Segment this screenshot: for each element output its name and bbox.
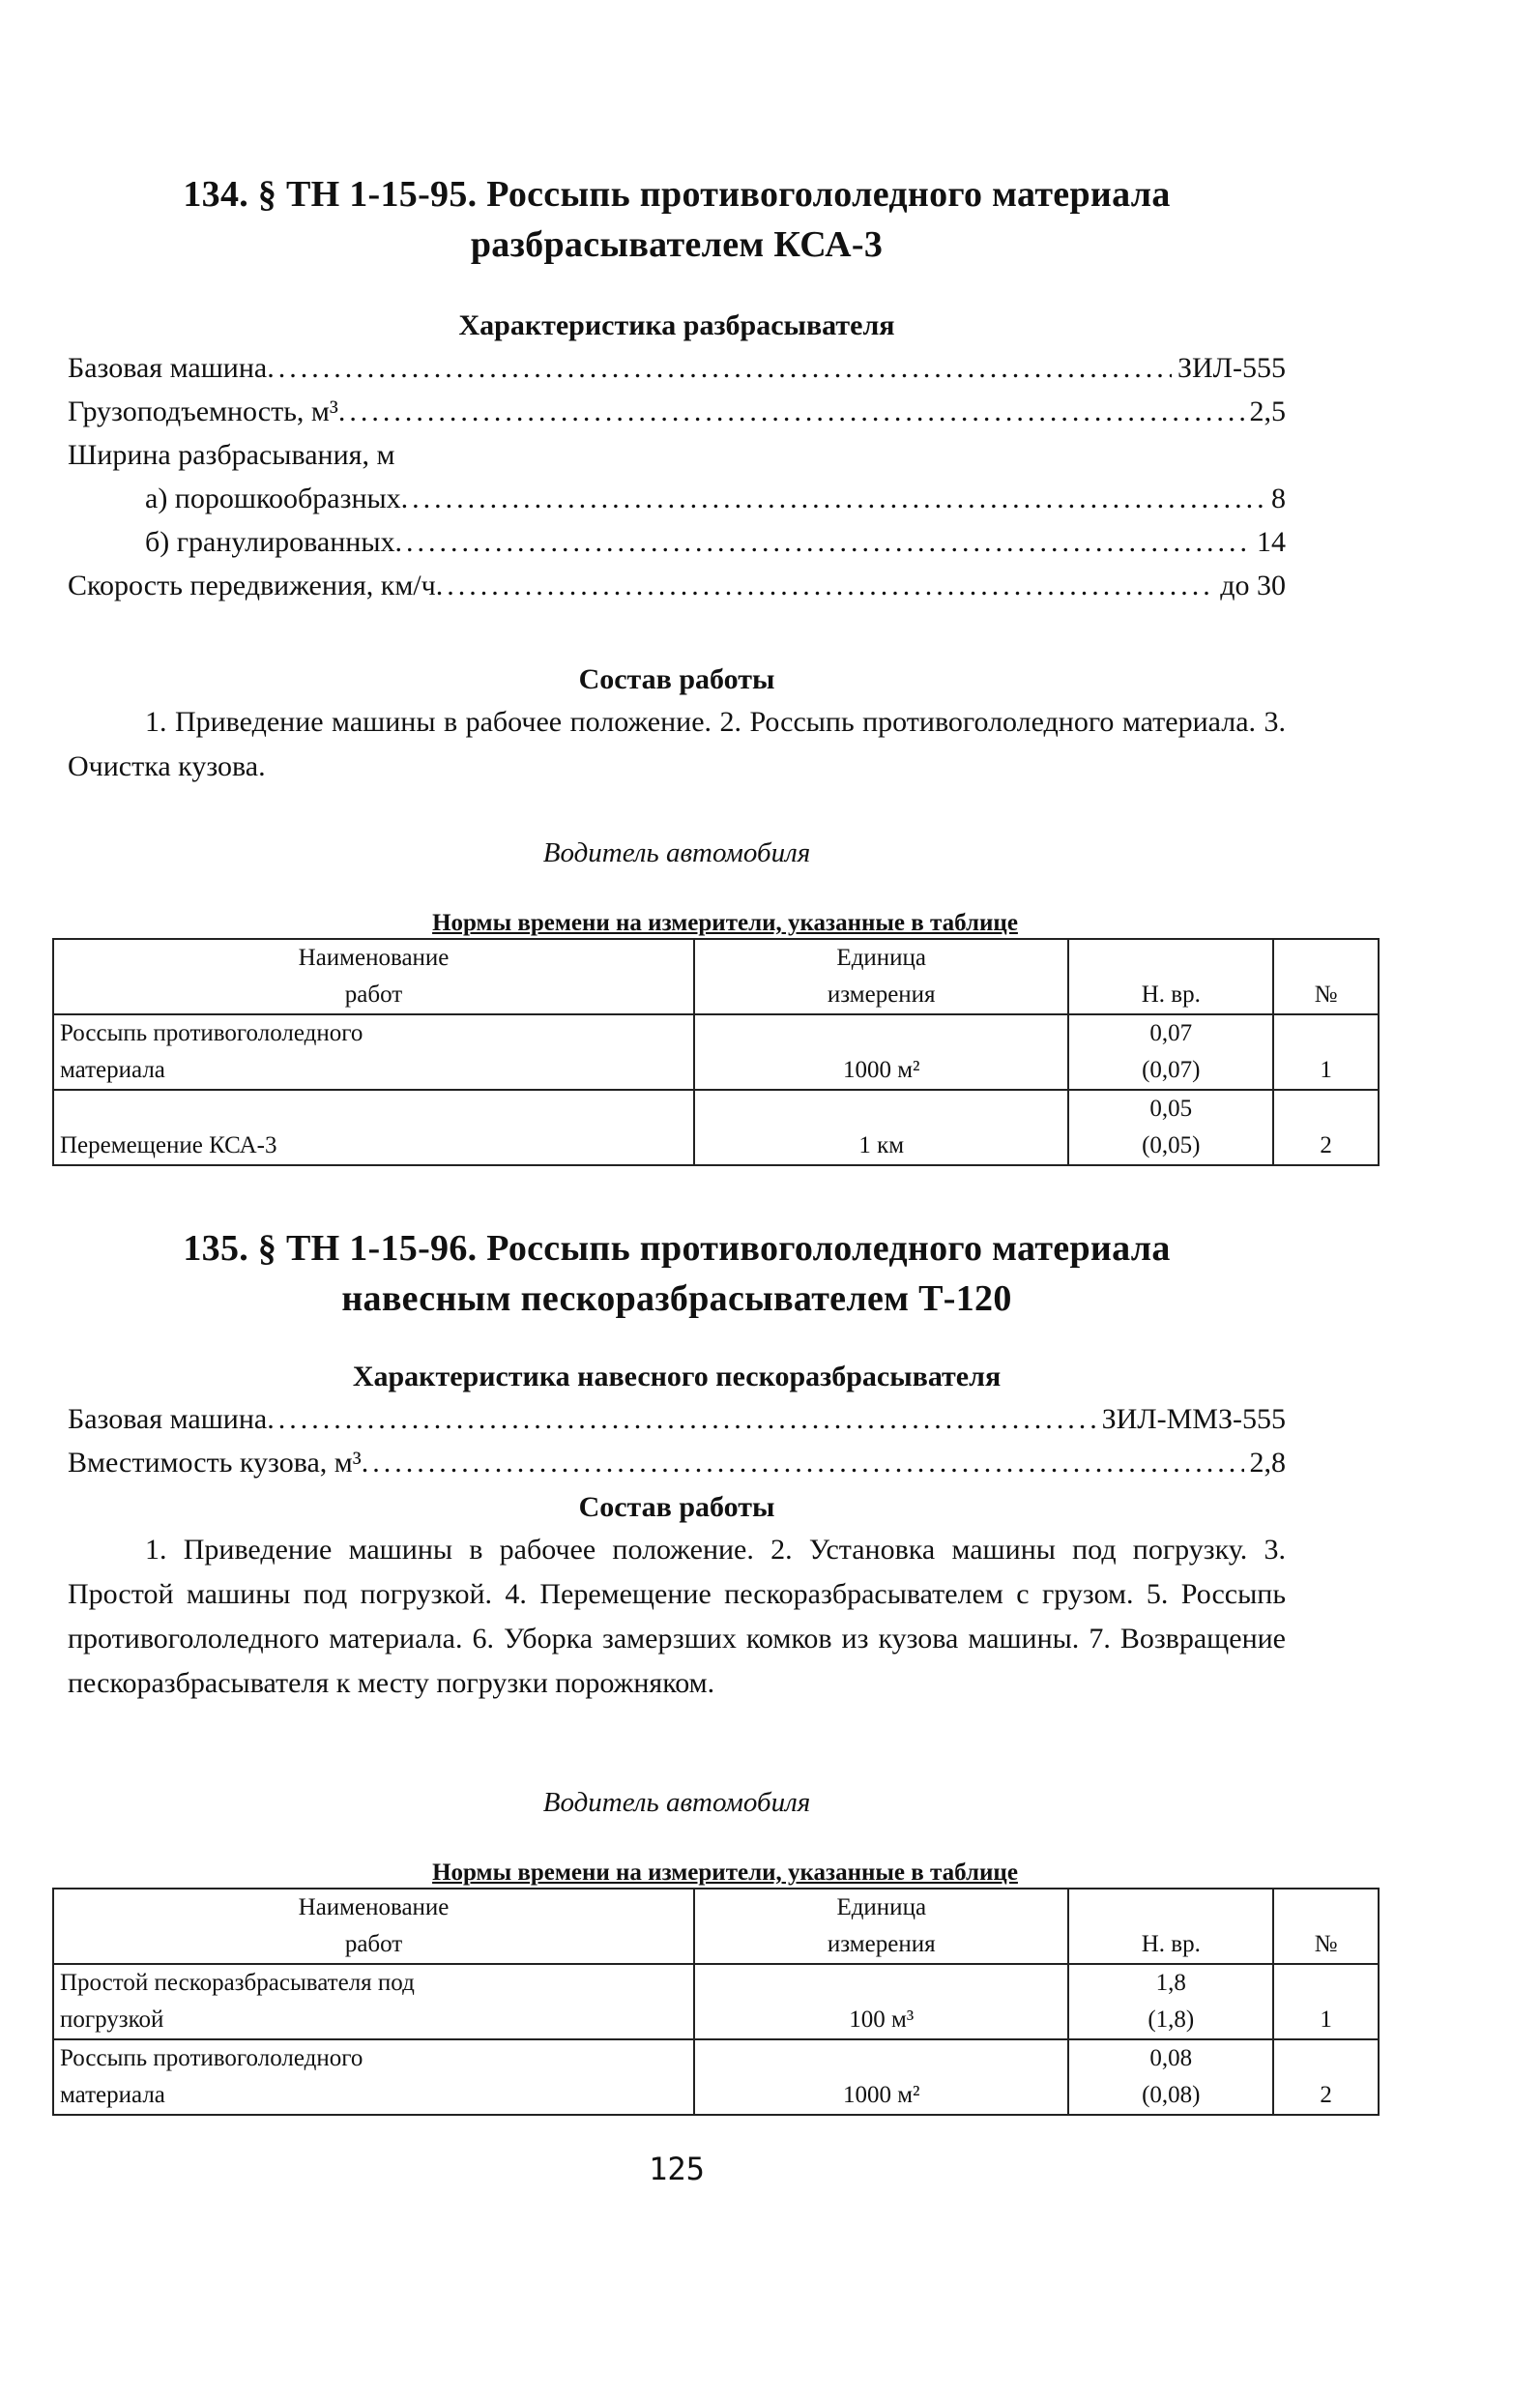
- spec-row: [68, 520, 1286, 564]
- norms-table: [52, 1888, 1380, 2116]
- cell-norm-l2: (0,05): [1142, 1132, 1201, 1158]
- spec-row: [68, 1397, 1286, 1441]
- spec-value: 2,5: [1249, 395, 1286, 427]
- spec-row: [68, 346, 1286, 390]
- leader-dots: [395, 520, 1252, 564]
- header-name-l2: работ: [344, 981, 403, 1008]
- cell-num: 2: [1273, 1090, 1379, 1165]
- spec-label: Базовая машина: [68, 352, 268, 384]
- leader-dots: [267, 1397, 1095, 1441]
- cell-name: [53, 2039, 694, 2115]
- cell-norm: [1068, 2039, 1273, 2115]
- table-header-row: [53, 1889, 1379, 1964]
- cell-unit: 1000 м²: [694, 2039, 1068, 2115]
- spec-label: б) гранулированных: [145, 526, 395, 558]
- spec-heading: Характеристика разбрасывателя: [458, 309, 895, 341]
- cell-norm-l1: 0,07: [1149, 1020, 1193, 1046]
- section-title-line1: 135. § ТН 1-15-96. Россыпь противогололедного материала: [183, 1228, 1171, 1269]
- cell-name: [53, 1964, 694, 2039]
- leader-dots: [362, 1441, 1244, 1484]
- spec-label: Грузоподъемность, м³: [68, 395, 338, 427]
- leader-dots: [267, 346, 1172, 390]
- page-number: 125: [649, 2151, 705, 2187]
- cell-name-l2: материала: [60, 2082, 165, 2108]
- work-heading: Состав работы: [578, 663, 775, 695]
- spec-label: Базовая машина: [68, 1403, 268, 1435]
- cell-name-l2: Перемещение КСА-3: [60, 1132, 277, 1158]
- role-text: Водитель автомобиля: [542, 837, 811, 868]
- header-unit-l1: Единица: [836, 1894, 927, 1920]
- header-norm: Н. вр.: [1068, 1889, 1273, 1964]
- section-134: [68, 169, 1286, 270]
- section-title-line1: 134. § ТН 1-15-95. Россыпь противогололедного материала: [183, 174, 1171, 215]
- spec-value: ЗИЛ-555: [1177, 352, 1286, 384]
- cell-unit: 1 км: [694, 1090, 1068, 1165]
- cell-norm-l1: 0,05: [1149, 1096, 1193, 1122]
- spec-row: [68, 1441, 1286, 1484]
- header-num: №: [1273, 939, 1379, 1014]
- cell-name-l1: Простой пескоразбрасывателя под: [60, 1970, 415, 1996]
- table-header-row: [53, 939, 1379, 1014]
- header-unit-l2: измерения: [827, 981, 936, 1008]
- spec-value: до 30: [1220, 570, 1286, 601]
- cell-norm-l2: (0,07): [1142, 1057, 1201, 1083]
- cell-num: 2: [1273, 2039, 1379, 2115]
- spec-label: Скорость передвижения, км/ч: [68, 570, 436, 601]
- work-block-135: [68, 1487, 1286, 1706]
- cell-unit: 100 м³: [694, 1964, 1068, 2039]
- spec-label: Вместимость кузова, м³: [68, 1447, 362, 1479]
- spec-value: 14: [1257, 526, 1286, 558]
- cell-norm: [1068, 1014, 1273, 1090]
- table-caption: Нормы времени на измерители, указанные в таблице: [432, 910, 1018, 936]
- cell-name-l2: материала: [60, 1057, 165, 1083]
- spec-heading: Характеристика навесного пескоразбрасывателя: [352, 1361, 1002, 1392]
- header-unit: [694, 1889, 1068, 1964]
- norms-table-block-135: [60, 1859, 1382, 2116]
- leader-dots: [338, 390, 1244, 433]
- cell-norm: [1068, 1090, 1273, 1165]
- table-row: [53, 2039, 1379, 2115]
- cell-num: 1: [1273, 1014, 1379, 1090]
- cell-name: [53, 1014, 694, 1090]
- page-footer: [68, 2151, 1286, 2187]
- role-text: Водитель автомобиля: [542, 1787, 811, 1818]
- spec-block-134: [68, 306, 1286, 607]
- section-title-line2: навесным пескоразбрасывателем Т-120: [341, 1278, 1012, 1319]
- spec-value: ЗИЛ-ММЗ-555: [1101, 1403, 1286, 1435]
- cell-norm: [1068, 1964, 1273, 2039]
- spec-value: 8: [1271, 483, 1286, 514]
- header-unit-l1: Единица: [836, 945, 927, 971]
- spec-row: [68, 433, 1286, 477]
- cell-norm-l2: (1,8): [1148, 2007, 1195, 2033]
- spec-block-135: [68, 1357, 1286, 1484]
- cell-num: 1: [1273, 1964, 1379, 2039]
- cell-norm-l1: 0,08: [1149, 2045, 1193, 2071]
- table-row: [53, 1090, 1379, 1165]
- cell-norm-l2: (0,08): [1142, 2082, 1201, 2108]
- spec-label: а) порошкообразных: [145, 483, 401, 514]
- header-name: [53, 1889, 694, 1964]
- work-text: 1. Приведение машины в рабочее положение. 2. Установка машины под погрузку. 3. Простой машины под погрузкой. 4. Перемещение пескоразбрасывателем с грузом. 5. Россыпь противогололедного материала. 6. Уборка замерзших комков из кузова машины. 7. Возвращение пескоразбрасывателя к месту погрузки порожняком.: [68, 1534, 1286, 1699]
- header-name-l2: работ: [344, 1931, 403, 1957]
- leader-dots: [401, 477, 1265, 520]
- cell-name-l1: Россыпь противогололедного: [60, 2045, 363, 2071]
- role-135: [68, 1783, 1286, 1822]
- leader-dots: [436, 564, 1215, 607]
- header-unit-l2: измерения: [827, 1931, 936, 1957]
- header-unit: [694, 939, 1068, 1014]
- norms-table-block-134: [60, 909, 1382, 1166]
- spec-label: Ширина разбрасывания, м: [68, 439, 395, 471]
- header-name-l1: Наименование: [298, 945, 450, 971]
- spec-row: [68, 390, 1286, 433]
- header-num: №: [1273, 1889, 1379, 1964]
- norms-table: [52, 938, 1380, 1166]
- cell-name: [53, 1090, 694, 1165]
- cell-name-l2: погрузкой: [60, 2007, 164, 2033]
- cell-norm-l1: 1,8: [1155, 1970, 1186, 1996]
- header-norm: Н. вр.: [1068, 939, 1273, 1014]
- work-block-134: [68, 659, 1286, 789]
- section-title-line2: разбрасывателем КСА-3: [470, 224, 884, 265]
- spec-value: 2,8: [1249, 1447, 1286, 1479]
- cell-name-l1: Россыпь противогололедного: [60, 1020, 363, 1046]
- header-name-l1: Наименование: [298, 1894, 450, 1920]
- cell-unit: 1000 м²: [694, 1014, 1068, 1090]
- table-row: [53, 1964, 1379, 2039]
- work-heading: Состав работы: [578, 1491, 775, 1523]
- role-134: [68, 834, 1286, 872]
- table-caption: Нормы времени на измерители, указанные в таблице: [432, 1860, 1018, 1886]
- spec-row: [68, 477, 1286, 520]
- spec-row: [68, 564, 1286, 607]
- table-row: [53, 1014, 1379, 1090]
- section-135: [68, 1223, 1286, 1324]
- work-text: 1. Приведение машины в рабочее положение. 2. Россыпь противогололедного материала. 3. Очистка кузова.: [68, 706, 1286, 782]
- header-name: [53, 939, 694, 1014]
